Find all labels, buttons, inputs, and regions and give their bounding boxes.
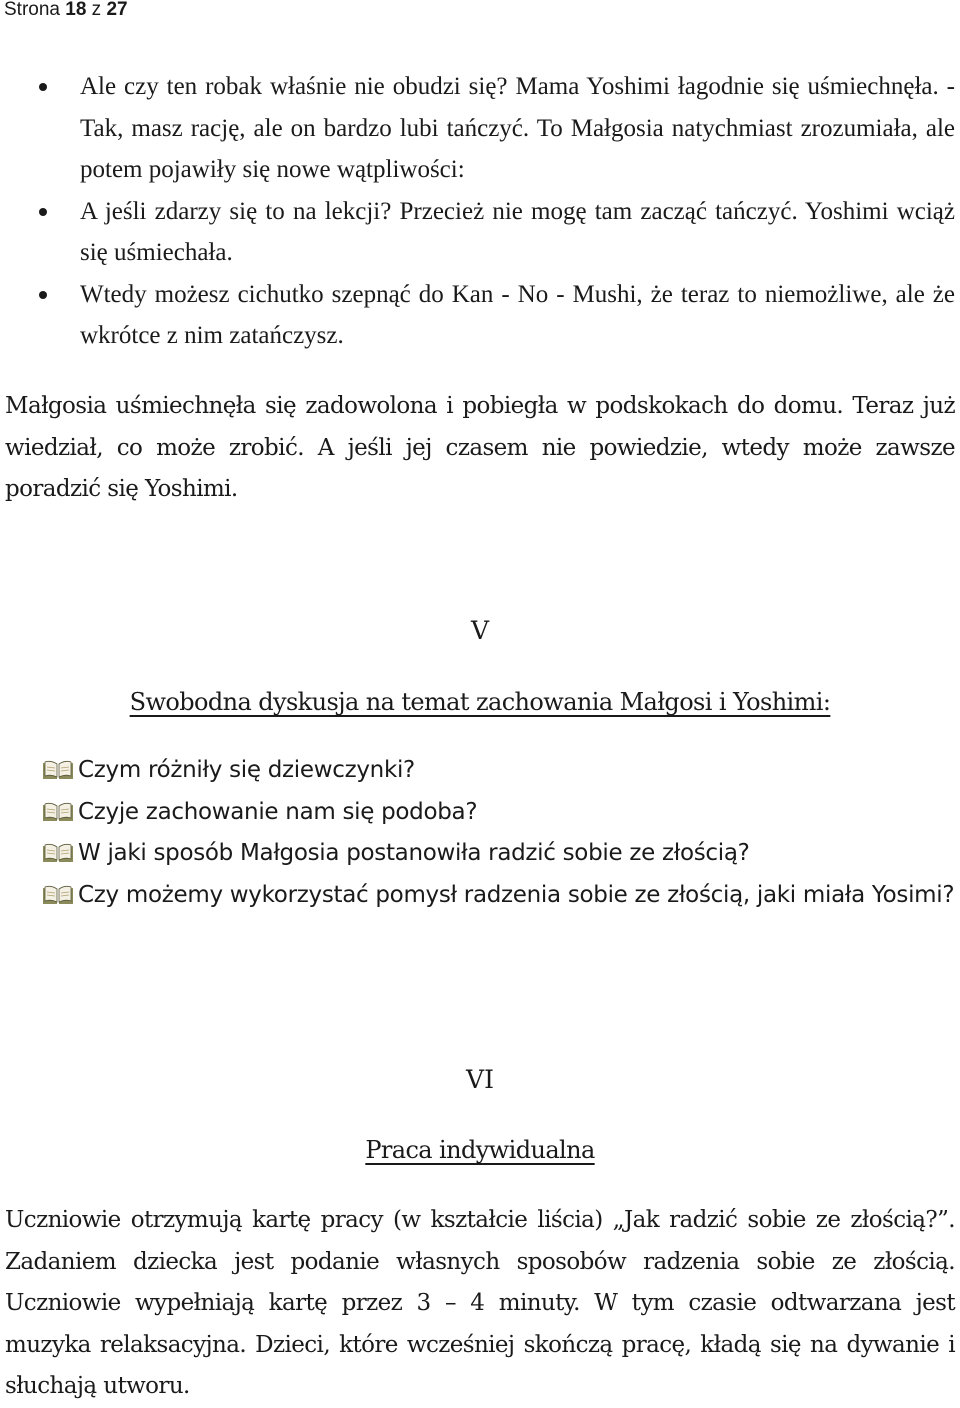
bullet-dot-icon xyxy=(39,83,47,91)
question-text: Czym różniły się dziewczynki? xyxy=(78,757,415,783)
bullet-dot-icon xyxy=(39,208,47,216)
question-text: Czy możemy wykorzystać pomysł radzenia sobie ze złością, jaki miała Yosimi? xyxy=(78,881,955,908)
bullet-item xyxy=(0,66,960,191)
story-conclusion-paragraph: Małgosia uśmiechnęła się zadowolona i pobiegła w podskokach do domu. Teraz już wiedział, co może zrobić. A jeśli jej czasem nie powiedzie, wtedy może zawsze poradzić się Yoshimi. xyxy=(5,393,955,502)
bullet-list xyxy=(0,66,960,357)
page-separator: z xyxy=(86,0,107,20)
bullet-text: Wtedy możesz cichutko szepnąć do Kan - No - Mushi, że teraz to niemożliwe, ale że wkrótce z nim zatańczysz. xyxy=(80,280,955,349)
section-title xyxy=(0,1134,960,1166)
open-book-icon xyxy=(42,885,74,906)
discussion-question xyxy=(0,833,960,875)
discussion-question xyxy=(0,792,960,834)
total-pages: 27 xyxy=(106,0,128,20)
open-book-icon xyxy=(42,843,74,864)
section-title xyxy=(0,686,960,718)
section-title-text: Praca indywidualna xyxy=(365,1136,595,1164)
page-label: Strona xyxy=(4,0,66,20)
question-text: W jaki sposób Małgosia postanowiła radzić sobie ze złością? xyxy=(78,840,750,866)
bullet-item xyxy=(0,191,960,274)
discussion-question-list xyxy=(0,750,960,916)
bullet-text: Ale czy ten robak właśnie nie obudzi się? Mama Yoshimi łagodnie się uśmiechnęła. - Tak, masz rację, ale on bardzo lubi tańczyć. To Małgosia natychmiast zrozumiała, ale potem pojawiły się nowe wątpliwości: xyxy=(80,73,955,183)
discussion-question xyxy=(0,750,960,792)
question-text: Czyje zachowanie nam się podoba? xyxy=(78,798,478,825)
open-book-icon xyxy=(42,760,74,781)
page-number-header xyxy=(4,0,128,22)
current-page: 18 xyxy=(65,0,87,20)
discussion-question xyxy=(0,875,960,917)
open-book-icon xyxy=(42,802,74,823)
section-number: VI xyxy=(466,1065,494,1094)
section-number: V xyxy=(470,616,490,645)
individual-work-paragraph: Uczniowie otrzymują kartę pracy (w kształcie liścia) „Jak radzić sobie ze złością?”. Zadaniem dziecka jest podanie własnych sposobów radzenia sobie ze złością. Uczniowie wypełniają kartę przez 3 – 4 minuty. W tym czasie odtwarzana jest muzyka relaksacyjna. Dzieci, które wcześniej skończą pracę, kładą się na dywanie i słuchają utworu. xyxy=(5,1207,955,1399)
bullet-text: A jeśli zdarzy się to na lekcji? Przecież nie mogę tam zacząć tańczyć. Yoshimi wciąż się uśmiechała. xyxy=(80,197,955,266)
bullet-item xyxy=(0,274,960,357)
section-title-text: Swobodna dyskusja na temat zachowania Małgosi i Yoshimi: xyxy=(129,688,831,716)
bullet-dot-icon xyxy=(39,291,47,299)
